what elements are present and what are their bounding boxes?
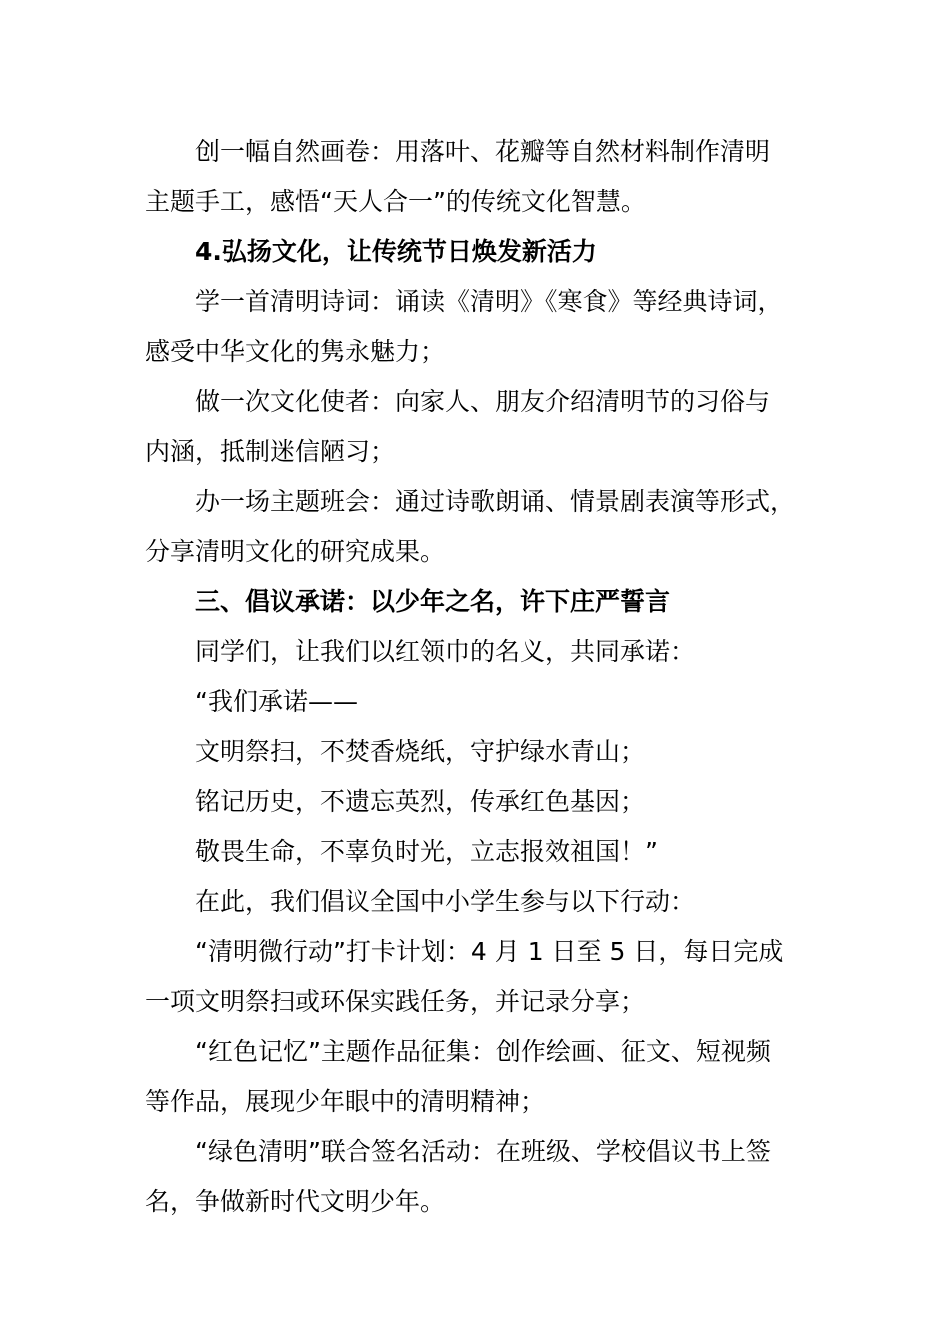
text-line: 4.弘扬文化，让传统节日焕发新活力	[195, 237, 597, 266]
text-line: 名，争做新时代文明少年。	[145, 1187, 446, 1216]
body-paragraph	[145, 1127, 835, 1227]
body-paragraph	[145, 927, 835, 1027]
text-line: 铭记历史，不遗忘英烈，传承红色基因；	[195, 787, 646, 816]
text-line: 三、倡议承诺：以少年之名，许下庄严誓言	[195, 587, 671, 616]
body-paragraph	[145, 627, 835, 677]
text-line: 感受中华文化的隽永魅力；	[145, 337, 446, 366]
text-line: 文明祭扫，不焚香烧纸，守护绿水青山；	[195, 737, 646, 766]
text-line: “我们承诺——	[195, 687, 358, 716]
body-paragraph	[145, 877, 835, 927]
document-body	[145, 127, 835, 1227]
section-heading	[145, 227, 835, 277]
text-line: “清明微行动”打卡计划：4 月 1 日至 5 日，每日完成	[195, 937, 784, 966]
section-heading	[145, 577, 835, 627]
text-line: 主题手工，感悟“天人合一”的传统文化智慧。	[145, 187, 646, 216]
body-paragraph	[145, 277, 835, 377]
text-line: “绿色清明”联合签名活动：在班级、学校倡议书上签	[195, 1137, 771, 1166]
body-paragraph	[145, 677, 835, 727]
text-line: 等作品，展现少年眼中的清明精神；	[145, 1087, 546, 1116]
text-line: 在此，我们倡议全国中小学生参与以下行动：	[195, 887, 696, 916]
body-paragraph	[145, 377, 835, 477]
text-line: 一项文明祭扫或环保实践任务，并记录分享；	[145, 987, 646, 1016]
text-line: 创一幅自然画卷：用落叶、花瓣等自然材料制作清明	[195, 137, 771, 166]
text-line: 敬畏生命，不辜负时光，立志报效祖国！”	[195, 837, 658, 866]
body-paragraph	[145, 127, 835, 227]
body-paragraph	[145, 477, 835, 577]
body-paragraph	[145, 827, 835, 877]
body-paragraph	[145, 777, 835, 827]
text-line: 做一次文化使者：向家人、朋友介绍清明节的习俗与	[195, 387, 771, 416]
body-paragraph	[145, 1027, 835, 1127]
text-line: 同学们，让我们以红领巾的名义，共同承诺：	[195, 637, 696, 666]
text-line: 分享清明文化的研究成果。	[145, 537, 446, 566]
text-line: 内涵，抵制迷信陋习；	[145, 437, 396, 466]
text-line: 办一场主题班会：通过诗歌朗诵、情景剧表演等形式，	[195, 487, 796, 516]
body-paragraph	[145, 727, 835, 777]
text-line: “红色记忆”主题作品征集：创作绘画、征文、短视频	[195, 1037, 771, 1066]
text-line: 学一首清明诗词：诵读《清明》《寒食》等经典诗词，	[195, 287, 783, 316]
